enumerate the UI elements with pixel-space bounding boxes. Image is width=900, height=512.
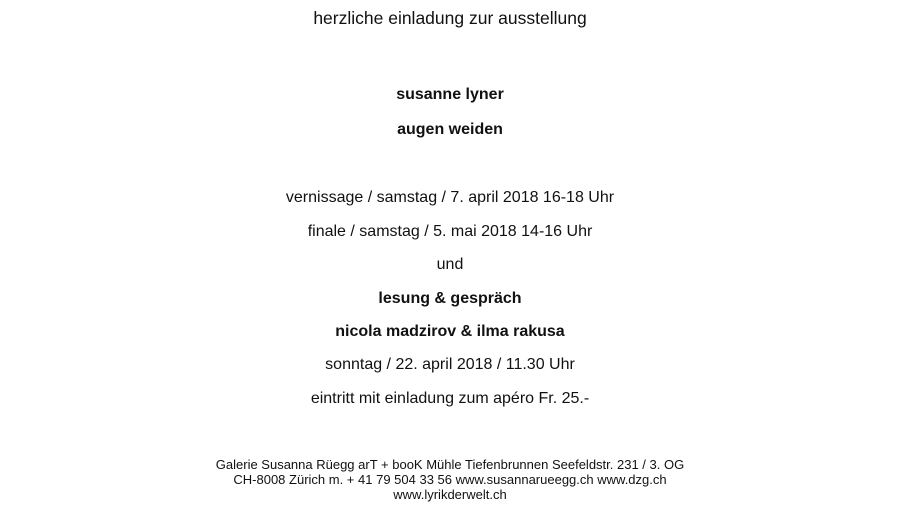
artist-name: susanne lyner: [396, 86, 504, 103]
exhibition-title: augen weiden: [397, 121, 503, 138]
connector-text: und: [436, 256, 464, 273]
footer-contact: CH-8008 Zürich m. + 41 79 504 33 56 www.susannarueegg.ch www.dzg.ch: [233, 472, 667, 487]
event-title: lesung & gespräch: [378, 290, 522, 307]
event-guests: nicola madzirov & ilma rakusa: [335, 323, 565, 340]
finale-date: finale / samstag / 5. mai 2018 14-16 Uhr: [307, 223, 593, 240]
invitation-heading: herzliche einladung zur ausstellung: [313, 8, 587, 28]
footer-website: www.lyrikderwelt.ch: [393, 487, 507, 502]
vernissage-date: vernissage / samstag / 7. april 2018 16-18 Uhr: [285, 189, 615, 206]
admission-info: eintritt mit einladung zum apéro Fr. 25.-: [310, 390, 590, 407]
event-date: sonntag / 22. april 2018 / 11.30 Uhr: [325, 356, 575, 373]
footer-address: Galerie Susanna Rüegg arT + booK Mühle Tiefenbrunnen Seefeldstr. 231 / 3. OG: [215, 457, 685, 472]
